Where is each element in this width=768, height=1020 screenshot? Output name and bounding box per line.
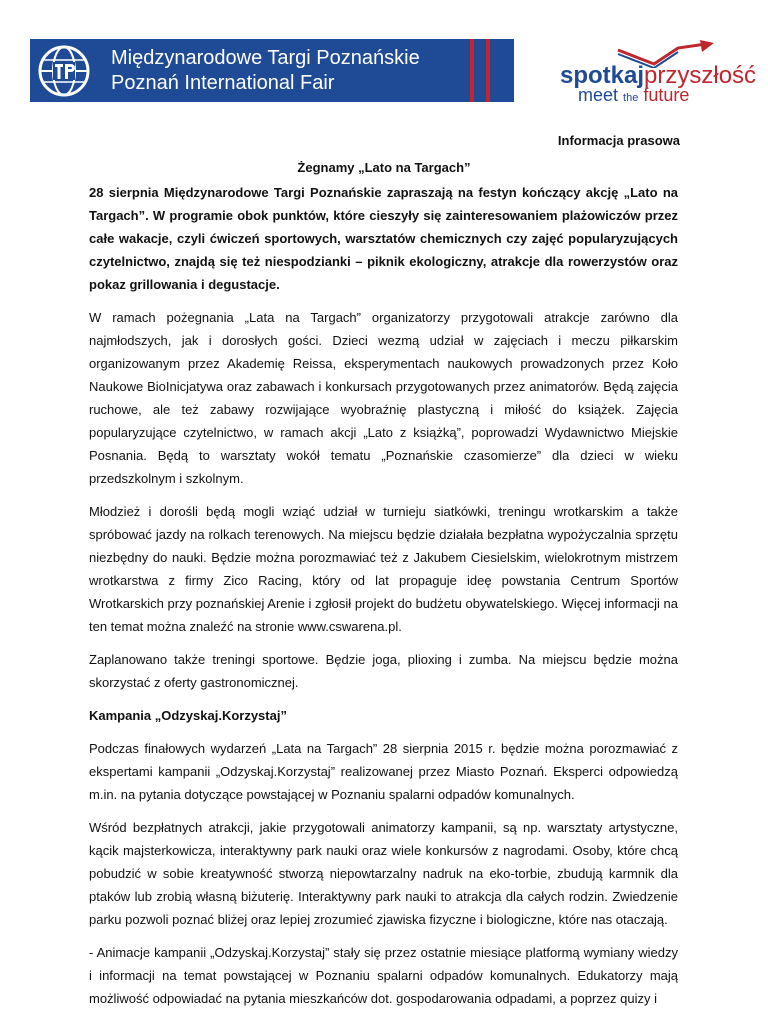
header-title-pl: Międzynarodowe Targi Poznańskie bbox=[111, 47, 420, 69]
header-title-en: Poznań International Fair bbox=[111, 72, 335, 94]
meet-the-future-logo bbox=[560, 38, 757, 108]
paragraph: Zaplanowano także treningi sportowe. Będzie joga, plioxing i zumba. Na miejscu będzie można skorzystać z oferty gastronomicznej. bbox=[89, 652, 678, 690]
press-release-label: Informacja prasowa bbox=[557, 133, 680, 148]
document-body bbox=[89, 181, 678, 1020]
brand-word-przyszlosc: przyszłość bbox=[644, 62, 757, 89]
paragraph: Młodzież i dorośli będą mogli wziąć udział w turnieju siatkówki, treningu wrotkarskim a także spróbować jazdy na rolkach terenowych. Na miejscu będzie działała bezpłatna wypożyczalnia sprzętu niezbędny do nauki. Będzie można porozmawiać też z Jakubem Ciesielskim, wielokrotnym mistrzem wrotkarstwa z firmy Zico Racing, który od lat propaguje ideę powstania Centrum Sportów Wrotkarskich przy poznańskiej Arenie i zgłosił projekt do budżetu obywatelskiego. Więcej informacji na ten temat można znaleźć na stronie www.cswarena.pl. bbox=[89, 504, 678, 634]
paragraph: - Animacje kampanii „Odzyskaj.Korzystaj” stały się przez ostatnie miesiące platformą wymiany wiedzy i informacji na temat powstającej w Poznaniu spalarni odpadów komunalnych. Edukatorzy mają możliwość odpowiadać na pytania mieszkańców dot. gospodarowania odpadami, a poprzez quizy i bbox=[89, 945, 678, 1006]
brand-word-meet: meet bbox=[578, 85, 619, 105]
section-heading: Kampania „Odzyskaj.Korzystaj” bbox=[89, 708, 287, 723]
brand-word-spotkaj: spotkaj bbox=[560, 62, 645, 89]
header-stripe bbox=[494, 39, 498, 102]
header-stripe bbox=[470, 39, 474, 102]
brand-tagline-en bbox=[578, 86, 689, 104]
paragraph: Podczas finałowych wydarzeń „Lata na Targach” 28 sierpnia 2015 r. będzie można porozmawiać z ekspertami kampanii „Odzyskaj.Korzystaj” realizowanej przez Miasto Poznań. Eksperci odpowiedzą m.in. na pytania dotyczące powstającej w Poznaniu spalarni odpadów komunalnych. bbox=[89, 741, 678, 802]
paragraph: Wśród bezpłatnych atrakcji, jakie przygotowali animatorzy kampanii, są np. warsztaty artystyczne, kącik majsterkowicza, interaktywny park nauki oraz wiele konkursów z nagrodami. Osoby, które chcą pobudzić w sobie kreatywność stworzą niepowtarzalny nadruk na eko-torbie, zbudują karmnik dla ptaków lub zrobią własną biżuterię. Interaktywny park nauki to atrakcja dla całych rodzin. Zwiedzenie parku pozwoli poznać bliżej oraz lepiej zrozumieć zjawiska fizyczne i biologiczne, które nas otaczają. bbox=[89, 820, 678, 927]
document-title: Żegnamy „Lato na Targach” bbox=[297, 160, 471, 175]
brand-word-the: the bbox=[623, 92, 639, 104]
header-banner bbox=[30, 39, 514, 102]
header-stripe bbox=[478, 39, 482, 102]
paragraph: W ramach pożegnania „Lata na Targach” organizatorzy przygotowali atrakcje zarówno dla najmłodszych, jak i dorosłych gości. Dzieci wezmą udział w zajęciach i meczu piłkarskim organizowanym przez Akademię Reissa, eksperymentach naukowych prowadzonych przez Koło Naukowe BioInicjatywa oraz zabawach i konkursach przygotowanych przez animatorów. Będą zajęcia ruchowe, ale też zabawy rozwijające wyobraźnię plastyczną i miłość do książek. Zajęcia popularyzujące czytelnictwo, w ramach akcji „Lato z książką”, poprowadzi Wydawnictwo Miejskie Posnania. Będą to warsztaty wokół tematu „Poznańskie czasomierze” dla dzieci w wieku przedszkolnym i szkolnym. bbox=[89, 310, 678, 486]
header-stripe bbox=[462, 39, 466, 102]
mtp-globe-logo-icon bbox=[37, 44, 91, 98]
lead-paragraph: 28 sierpnia Międzynarodowe Targi Poznańskie zapraszają na festyn kończący akcję „Lato na Targach”. W programie obok punktów, które cieszyły się zainteresowaniem plażowiczów przez całe wakacje, czyli ćwiczeń sportowych, warsztatów chemicznych czy zajęć popularyzujących czytelnictwo, znajdą się też niespodzianki – piknik ekologiczny, atrakcje dla rowerzystów oraz pokaz grillowania i degustacje. bbox=[89, 185, 678, 292]
header-stripe bbox=[486, 39, 490, 102]
brand-word-future: future bbox=[643, 85, 690, 105]
